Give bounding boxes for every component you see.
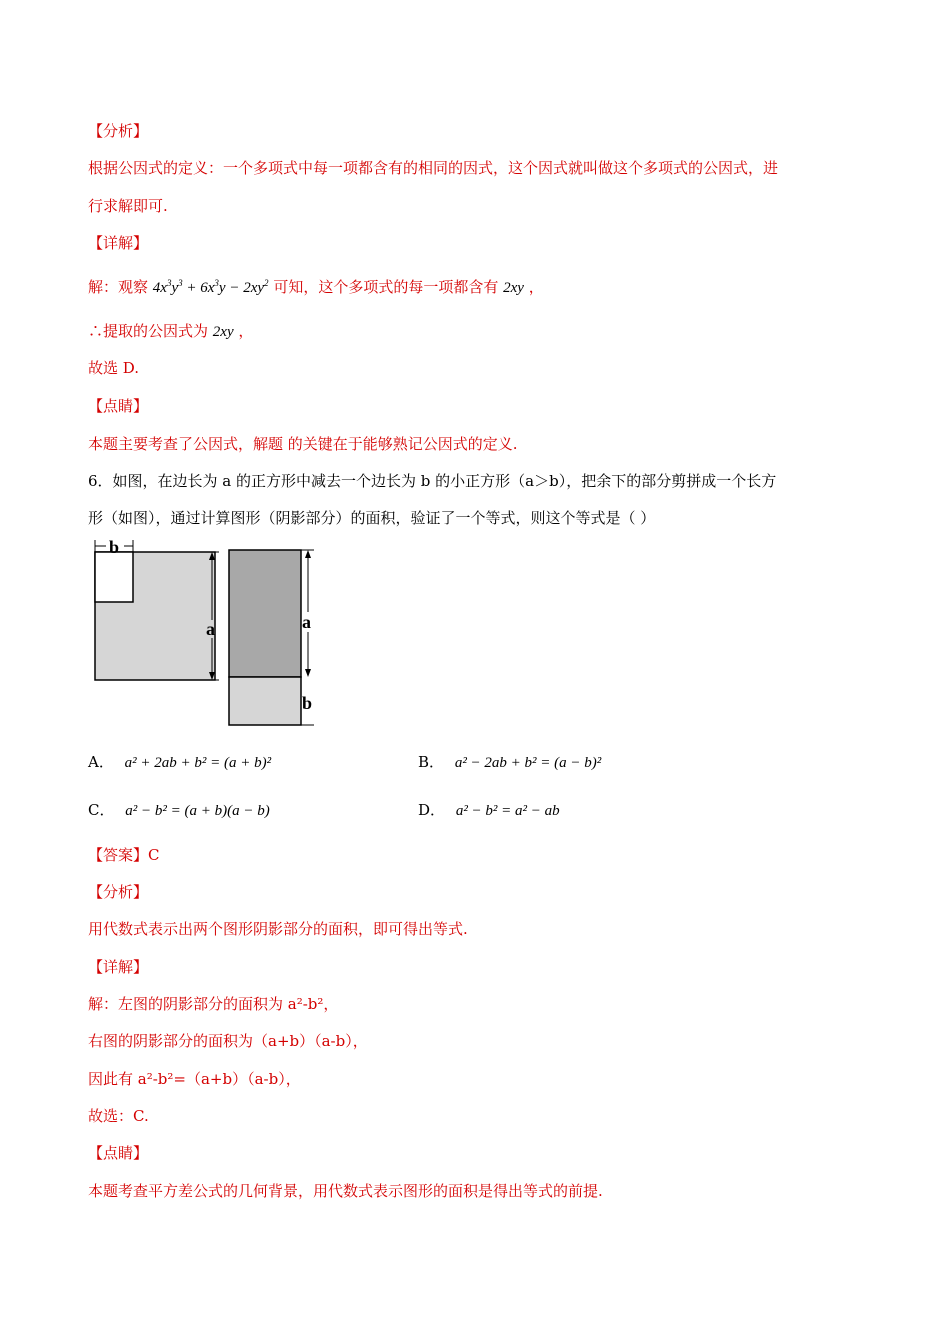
left-b-label: b xyxy=(109,538,120,557)
left-figure xyxy=(95,538,219,680)
detail-tag-6: 【详解】 xyxy=(88,958,149,976)
right-a-label: a xyxy=(302,612,311,632)
detail-6-line2: 右图的阴影部分的面积为（a+b）（a-b）， xyxy=(88,1032,368,1050)
common-factor-formula: 2xy xyxy=(503,280,524,296)
detail-1-line1 xyxy=(88,277,544,298)
option-c-formula: a² − b² = (a + b)(a − b) xyxy=(125,803,270,819)
answer-line-6 xyxy=(88,845,160,865)
detail-6-line3: 因此有 a²-b²=（a+b）（a-b）， xyxy=(88,1070,301,1088)
detail-2-end: ， xyxy=(238,322,254,340)
option-b-formula: a² − 2ab + b² = (a − b)² xyxy=(454,755,602,771)
analysis-tag-1: 【分析】 xyxy=(88,122,149,140)
option-d[interactable] xyxy=(418,800,560,821)
analysis-text-6: 用代数式表示出两个图形阴影部分的面积，即可得出等式. xyxy=(88,920,468,938)
detail-1-middle: 可知，这个多项式的每一项都含有 xyxy=(273,278,499,296)
detail-2-prefix: ∴提取的公因式为 xyxy=(88,322,209,340)
right-b-label: b xyxy=(302,693,313,713)
option-b-label: B． xyxy=(418,753,445,771)
option-c-label: C． xyxy=(88,801,115,819)
detail-1-end: ， xyxy=(528,278,544,296)
comment-tag-1: 【点睛】 xyxy=(88,397,149,415)
option-c[interactable] xyxy=(88,800,270,821)
answer-tag-6: 【答案】 xyxy=(88,846,149,864)
right-figure xyxy=(229,550,314,725)
polynomial-formula: $4x^3y^3 + 6x^3y - 2xy^2$ xyxy=(152,278,269,296)
option-d-label: D． xyxy=(418,801,446,819)
answer-value-6: C xyxy=(148,846,160,864)
answer-line-1: 故选 D. xyxy=(88,359,140,377)
left-a-label: a xyxy=(206,619,215,639)
detail-1-line2 xyxy=(88,321,253,342)
analysis-text-1-line2: 行求解即可. xyxy=(88,197,168,215)
comment-text-1: 本题主要考查了公因式，解题 的关键在于能够熟记公因式的定义. xyxy=(88,435,518,453)
right-dark-region xyxy=(229,550,301,677)
comment-text-6: 本题考查平方差公式的几何背景，用代数式表示图形的面积是得出等式的前提. xyxy=(88,1182,603,1200)
comment-tag-6: 【点睛】 xyxy=(88,1144,149,1162)
option-a-label: A． xyxy=(88,753,114,771)
right-light-region xyxy=(229,677,301,725)
question-6-stem-line1: 6．如图，在边长为 a 的正方形中减去一个边长为 b 的小正方形（a＞b），把余下的部分剪拼成一个长方 xyxy=(88,472,777,490)
detail-6-line1: 解：左图的阴影部分的面积为 a²-b²， xyxy=(88,995,339,1013)
analysis-text-1-line1: 根据公因式的定义：一个多项式中每一项都含有的相同的因式，这个因式就叫做这个多项式的公因式，进 xyxy=(88,159,779,177)
extracted-factor-formula: 2xy xyxy=(212,324,234,340)
removed-small-square xyxy=(95,552,133,602)
analysis-tag-6: 【分析】 xyxy=(88,883,149,901)
option-a[interactable] xyxy=(88,752,271,773)
detail-6-line4: 故选：C. xyxy=(88,1107,149,1125)
detail-tag-1: 【详解】 xyxy=(88,234,149,252)
option-a-formula: a² + 2ab + b² = (a + b)² xyxy=(124,755,272,771)
question-6-stem-line2: 形（如图），通过计算图形（阴影部分）的面积，验证了一个等式，则这个等式是（ ） xyxy=(88,509,656,527)
option-b[interactable] xyxy=(418,752,601,773)
question-6-figure xyxy=(88,538,328,728)
detail-1-prefix: 解：观察 xyxy=(88,278,149,296)
option-d-formula: a² − b² = a² − ab xyxy=(455,803,560,819)
